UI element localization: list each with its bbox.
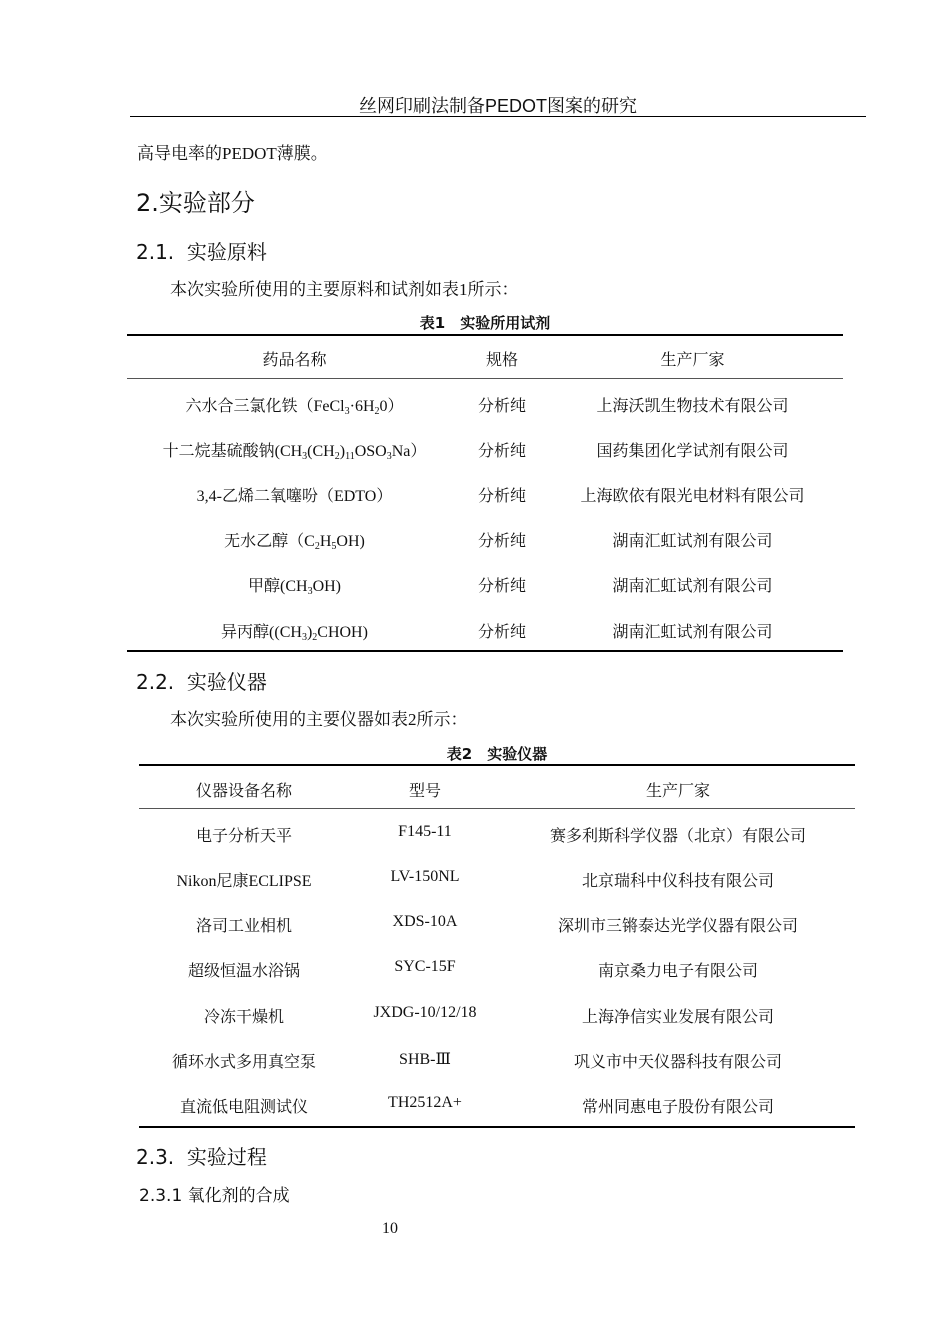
subsection-number: 2.2.: [136, 670, 175, 694]
section-number: 2.: [136, 189, 159, 217]
table1-cell-maker: 上海沃凯生物技术有限公司: [596, 398, 789, 415]
table2-cell-name: 超级恒温水浴锅: [187, 963, 300, 980]
table2-caption: 表2 实验仪器: [446, 745, 548, 763]
section-heading: [136, 183, 255, 218]
table1-caption: 表1 实验所用试剂: [419, 314, 551, 332]
table2-cell-name: 洛司工业相机: [195, 918, 292, 935]
table1-header-spec: 规格: [485, 352, 518, 369]
table2-cell-maker: 赛多利斯科学仪器（北京）有限公司: [549, 828, 806, 845]
table2-cell-maker: 巩义市中天仪器科技有限公司: [573, 1054, 782, 1071]
section-title: 实验部分: [158, 189, 255, 217]
table2-cell-name: 直流低电阻测试仪: [179, 1099, 308, 1116]
subsection-title: 实验仪器: [186, 670, 267, 694]
table2-cell-maker: 北京瑞科中仪科技有限公司: [581, 873, 774, 890]
materials-intro-text: 本次实验所使用的主要原料和试剂如表1所示：: [170, 280, 519, 299]
table1-cell-spec: 分析纯: [477, 488, 526, 505]
table1-bottom-rule: [127, 650, 843, 652]
table1-cell-name: 异丙醇$((CH_3)_2CHOH)$: [221, 624, 368, 643]
page-number: 10: [382, 1220, 398, 1237]
table1-cell-maker: 湖南汇虹试剂有限公司: [612, 578, 773, 595]
subsection-number: 2.3.: [136, 1145, 175, 1169]
table1-cell-name: 甲醇$(CH_3OH)$: [248, 578, 341, 597]
table1-cell-spec: 分析纯: [477, 398, 526, 415]
table2-cell-name: Nikon尼康ECLIPSE: [176, 873, 312, 890]
table2-cell-model: LV-150NL: [390, 868, 460, 885]
subsection-title: 实验过程: [186, 1145, 267, 1169]
table2-cell-maker: 南京桑力电子有限公司: [597, 963, 758, 980]
table1-cell-name: 十二烷基硫酸钠$(CH_3(CH_2)_{11}OSO_3Na)$: [162, 443, 427, 462]
table1-header-name: 药品名称: [262, 352, 327, 369]
table1-cell-spec: 分析纯: [477, 443, 526, 460]
table1-cell-name: 六水合三氯化铁$(FeCl_3\cdot 6H_20)$: [185, 398, 404, 417]
table1-cell-name: 3,4-乙烯二氧噻吩（EDTO）: [196, 488, 393, 505]
subsection-title: 实验原料: [186, 240, 267, 264]
table2-header-name: 仪器设备名称: [195, 783, 292, 800]
table2-cell-name: 冷冻干燥机: [203, 1009, 284, 1026]
table2-top-rule: [139, 764, 855, 766]
table2-cell-model: XDS-10A: [392, 913, 458, 930]
subsubsection-number: 2.3.1: [139, 1186, 183, 1206]
subsection-heading-2-3: [136, 1141, 267, 1170]
subsubsection-heading-2-3-1: [139, 1181, 290, 1206]
table2-cell-name: 电子分析天平: [195, 828, 292, 845]
table2-bottom-rule: [139, 1126, 855, 1128]
table1-cell-maker: 湖南汇虹试剂有限公司: [612, 624, 773, 641]
table2-cell-maker: 深圳市三锵泰达光学仪器有限公司: [557, 918, 798, 935]
table2-cell-model: TH2512A+: [388, 1094, 462, 1111]
table1-top-rule: [127, 334, 843, 336]
subsubsection-title: 氧化剂的合成: [187, 1186, 290, 1206]
table1-cell-spec: 分析纯: [477, 578, 526, 595]
table2-cell-model: SYC-15F: [394, 958, 456, 975]
table1-cell-name: 无水乙醇$(C_2H_5OH)$: [224, 533, 365, 552]
table1-cell-spec: 分析纯: [477, 533, 526, 550]
table2-cell-name: 循环水式多用真空泵: [171, 1054, 316, 1071]
subsection-number: 2.1.: [136, 240, 175, 264]
table2-cell-model: F145-11: [398, 823, 452, 840]
table2-cell-model: SHB-Ⅲ: [399, 1051, 451, 1068]
header-rule: [130, 116, 866, 117]
table1-cell-maker: 上海欧依有限光电材料有限公司: [580, 488, 805, 505]
table2-header-rule: [139, 808, 855, 809]
table1-header-maker: 生产厂家: [660, 352, 725, 369]
table2-cell-maker: 常州同惠电子股份有限公司: [581, 1099, 774, 1116]
table1-header-rule: [127, 378, 843, 379]
instruments-intro-text: 本次实验所使用的主要仪器如表2所示：: [170, 710, 468, 729]
table1-cell-maker: 湖南汇虹试剂有限公司: [612, 533, 773, 550]
table1-cell-maker: 国药集团化学试剂有限公司: [596, 443, 789, 460]
intro-paragraph-tail: 高导电率的PEDOT薄膜。: [137, 144, 328, 163]
table1-cell-spec: 分析纯: [477, 624, 526, 641]
table2-header-maker: 生产厂家: [645, 783, 710, 800]
running-header: 丝网印刷法制备PEDOT图案的研究: [358, 96, 637, 116]
table2-header-model: 型号: [408, 783, 441, 800]
subsection-heading-2-2: [136, 666, 267, 695]
subsection-heading-2-1: [136, 236, 267, 265]
table2-cell-maker: 上海净信实业发展有限公司: [581, 1009, 774, 1026]
table2-cell-model: JXDG-10/12/18: [373, 1004, 477, 1021]
